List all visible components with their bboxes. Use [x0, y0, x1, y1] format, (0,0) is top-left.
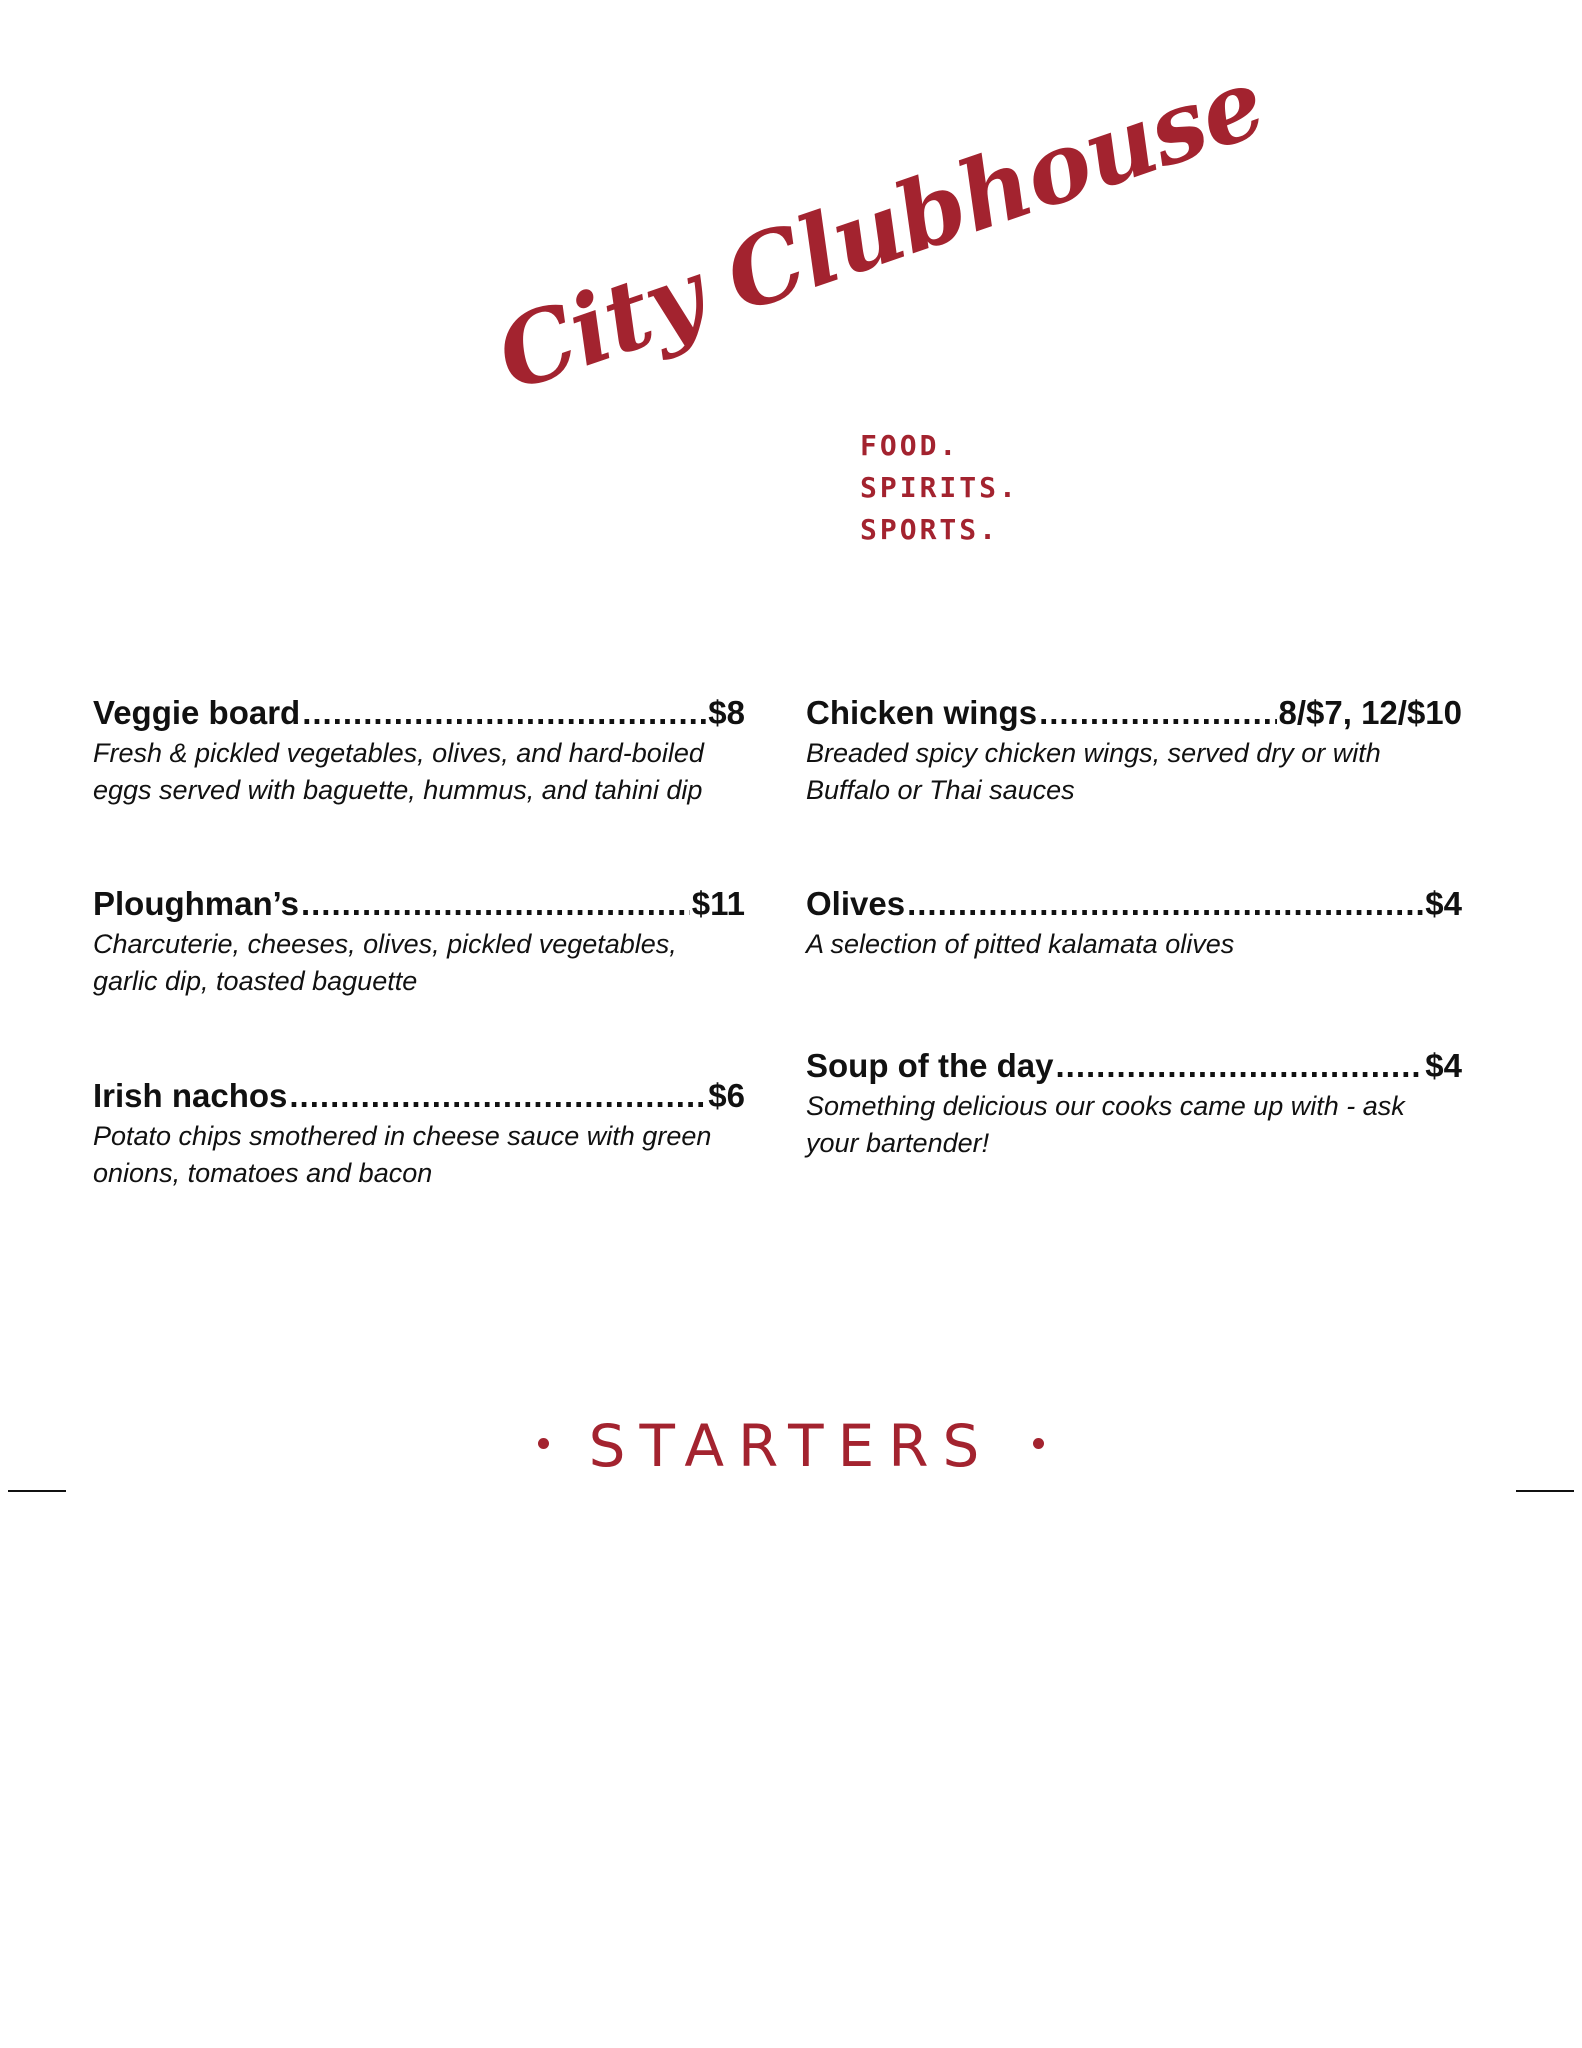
menu-item-description: A selection of pitted kalamata olives — [806, 929, 1235, 959]
dot-leader — [301, 884, 690, 924]
menu-item-description: Fresh & pickled vegetables, olives, and hard-boiled eggs served with baguette, hummus, and tahini dip — [93, 738, 704, 805]
menu-item-name: Olives — [806, 885, 906, 922]
bullet-dot-icon — [1033, 1438, 1044, 1449]
crop-mark-right — [1516, 1490, 1574, 1492]
menu-item — [806, 693, 1462, 809]
menu-item-price: $4 — [1425, 1047, 1462, 1084]
menu-item-name: Irish nachos — [93, 1077, 288, 1114]
menu-item — [806, 1046, 1462, 1162]
menu-item-price: $4 — [1425, 885, 1462, 922]
section-title-text: STARTERS — [588, 1412, 994, 1480]
tagline-line: FOOD. — [860, 429, 960, 462]
menu-item-price: $11 — [691, 885, 745, 922]
bullet-dot-icon — [538, 1438, 549, 1449]
menu-item-description: Potato chips smothered in cheese sauce with green onions, tomatoes and bacon — [93, 1121, 712, 1188]
dot-leader — [302, 693, 706, 733]
dot-leader — [1039, 693, 1276, 733]
menu-item-heading — [806, 884, 1462, 924]
menu-item-price: 8/$7, 12/$10 — [1278, 694, 1462, 731]
dot-leader — [289, 1076, 706, 1116]
menu-item — [93, 884, 745, 1000]
menu-item-heading — [806, 693, 1462, 733]
dot-leader — [1056, 1046, 1424, 1086]
menu-item — [93, 1076, 745, 1192]
menu-item-heading — [93, 693, 745, 733]
menu-item — [93, 693, 745, 809]
menu-item-name: Ploughman’s — [93, 885, 299, 922]
logo-tagline — [860, 425, 1019, 551]
menu-item-description: Something delicious our cooks came up with - ask your bartender! — [806, 1091, 1405, 1158]
menu-item-name: Chicken wings — [806, 694, 1038, 731]
menu-item-name: Soup of the day — [806, 1047, 1054, 1084]
tagline-line: SPIRITS. — [860, 471, 1019, 504]
menu-item-heading — [93, 1076, 745, 1116]
menu-item-description: Charcuterie, cheeses, olives, pickled vegetables, garlic dip, toasted baguette — [93, 929, 677, 996]
crop-mark-left — [8, 1490, 66, 1492]
logo — [483, 45, 1278, 550]
tagline-line: SPORTS. — [860, 513, 1000, 546]
menu-item-heading — [806, 1046, 1462, 1086]
menu-item-price: $8 — [708, 694, 745, 731]
menu-item-description: Breaded spicy chicken wings, served dry or with Buffalo or Thai sauces — [806, 738, 1381, 805]
menu-item-name: Veggie board — [93, 694, 301, 731]
logo-script-text: City Clubhouse — [483, 45, 1278, 414]
section-title — [0, 1412, 1582, 1480]
menu-item-heading — [93, 884, 745, 924]
menu-item-price: $6 — [708, 1077, 745, 1114]
dot-leader — [907, 884, 1423, 924]
menu-item — [806, 884, 1462, 963]
